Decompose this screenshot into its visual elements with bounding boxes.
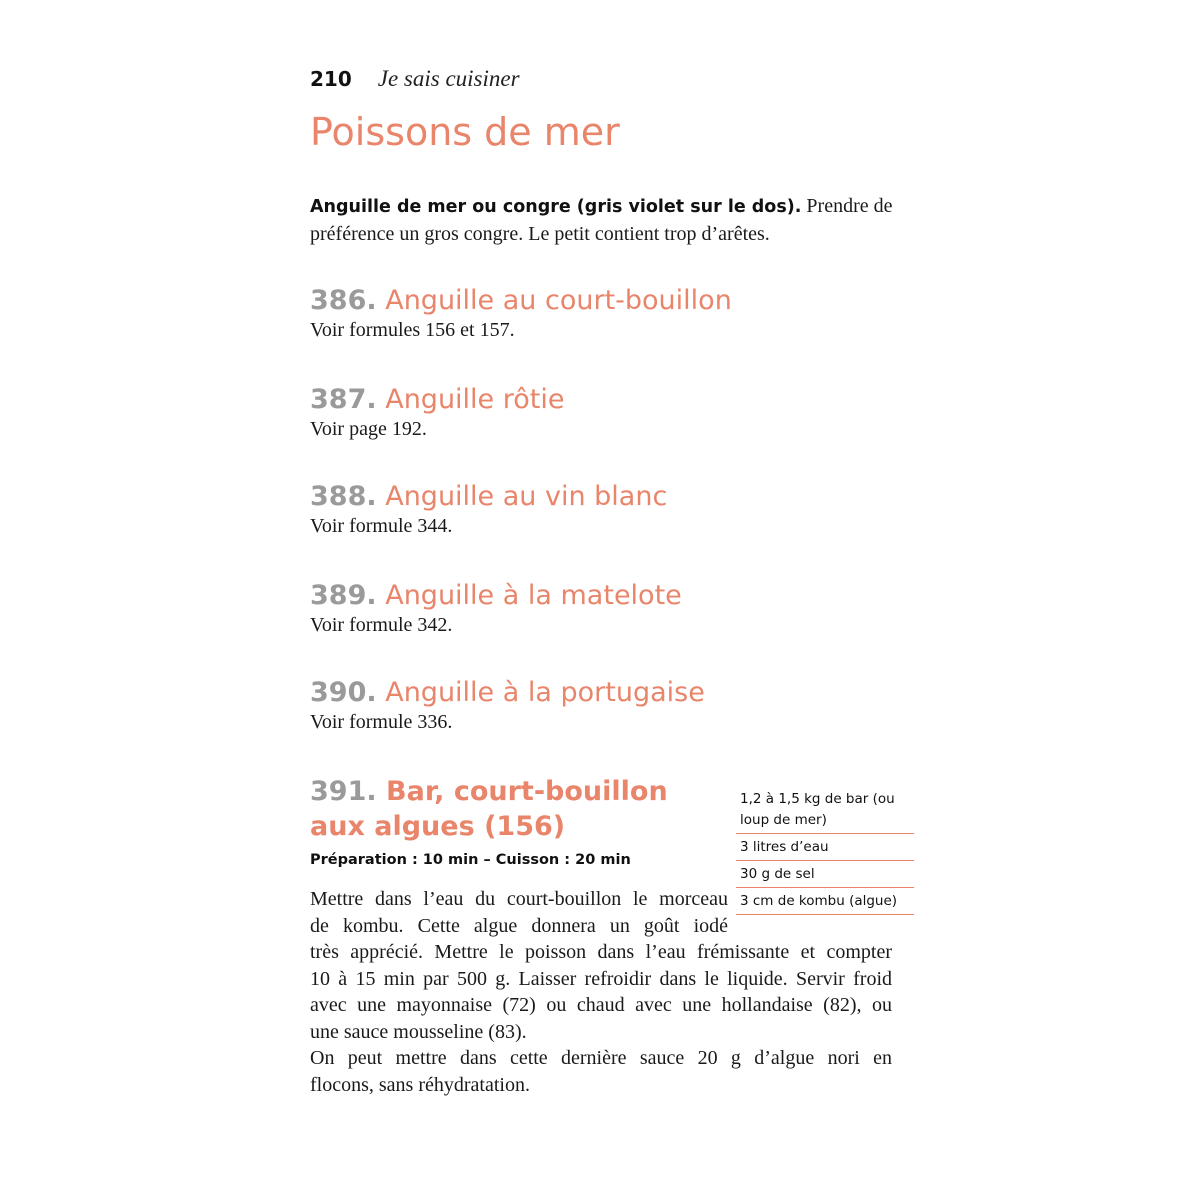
recipe-389 — [310, 579, 910, 637]
recipe-reference: Voir page 192. — [310, 418, 427, 440]
ingredient-item: 1,2 à 1,5 kg de bar (ou loup de mer) — [736, 786, 914, 834]
recipe-386 — [310, 284, 910, 342]
instruction-line: avec une mayonnaise (72) ou chaud avec une hollandaise (82), ou — [310, 994, 892, 1016]
recipe-title: Anguille à la matelote — [385, 580, 682, 611]
ingredient-item: 3 cm de kombu (algue) — [736, 888, 914, 915]
recipe-reference: Voir formules 156 et 157. — [310, 319, 515, 341]
running-head — [310, 66, 520, 92]
instruction-line: 10 à 15 min par 500 g. Laisser refroidir dans le liquide. Servir froid — [310, 967, 892, 990]
recipe-number: 389. — [310, 580, 377, 611]
instruction-line: flocons, sans réhydratation. — [310, 1073, 530, 1096]
ingredient-item: 3 litres d’eau — [736, 834, 914, 861]
recipe-title-line2: aux algues (156) — [310, 811, 566, 842]
intro-bold-lead: Anguille de mer ou congre (gris violet sur le dos). — [310, 197, 802, 217]
recipe-heading — [310, 480, 910, 514]
instruction-line: Mettre dans l’eau du court-bouillon le morceau — [310, 888, 728, 910]
ingredient-item: 30 g de sel — [736, 861, 914, 888]
recipe-reference: Voir formule 344. — [310, 515, 453, 537]
recipe-title: Anguille au court-bouillon — [385, 285, 732, 316]
recipe-number: 390. — [310, 677, 377, 708]
recipe-heading — [310, 676, 910, 710]
recipe-heading — [310, 579, 910, 613]
recipe-title: Anguille rôtie — [385, 384, 565, 415]
recipe-number: 391. — [310, 776, 377, 807]
recipe-heading — [310, 383, 910, 417]
recipe-reference: Voir formule 342. — [310, 614, 453, 636]
cookbook-page — [310, 0, 910, 1200]
page-number: 210 — [310, 67, 352, 91]
recipe-388 — [310, 480, 910, 538]
recipe-reference: Voir formule 336. — [310, 711, 453, 733]
recipe-title: Anguille à la portugaise — [385, 677, 705, 708]
instruction-line: On peut mettre dans cette dernière sauce 20 g d’algue nori en — [310, 1047, 892, 1069]
prep-time: Préparation : 10 min – Cuisson : 20 min — [310, 852, 631, 868]
recipe-title-line1: Bar, court-bouillon — [386, 776, 668, 807]
recipe-387 — [310, 383, 910, 441]
recipe-title: Anguille au vin blanc — [385, 481, 668, 512]
recipe-number: 387. — [310, 384, 377, 415]
instruction-line: une sauce mousseline (83). — [310, 1020, 527, 1043]
instruction-line: très apprécié. Mettre le poisson dans l’eau frémissante et compter — [310, 941, 892, 963]
recipe-heading — [310, 284, 910, 318]
recipe-instructions — [310, 886, 892, 1098]
recipe-390 — [310, 676, 910, 734]
chapter-title: Poissons de mer — [310, 110, 620, 154]
instruction-line: de kombu. Cette algue donnera un goût iodé — [310, 914, 728, 937]
intro-paragraph — [310, 193, 910, 248]
recipe-number: 386. — [310, 285, 377, 316]
recipe-number: 388. — [310, 481, 377, 512]
book-title: Je sais cuisiner — [377, 66, 520, 91]
intro-text: Prendre de préférence un gros congre. Le petit contient trop d’arêtes. — [310, 195, 893, 245]
